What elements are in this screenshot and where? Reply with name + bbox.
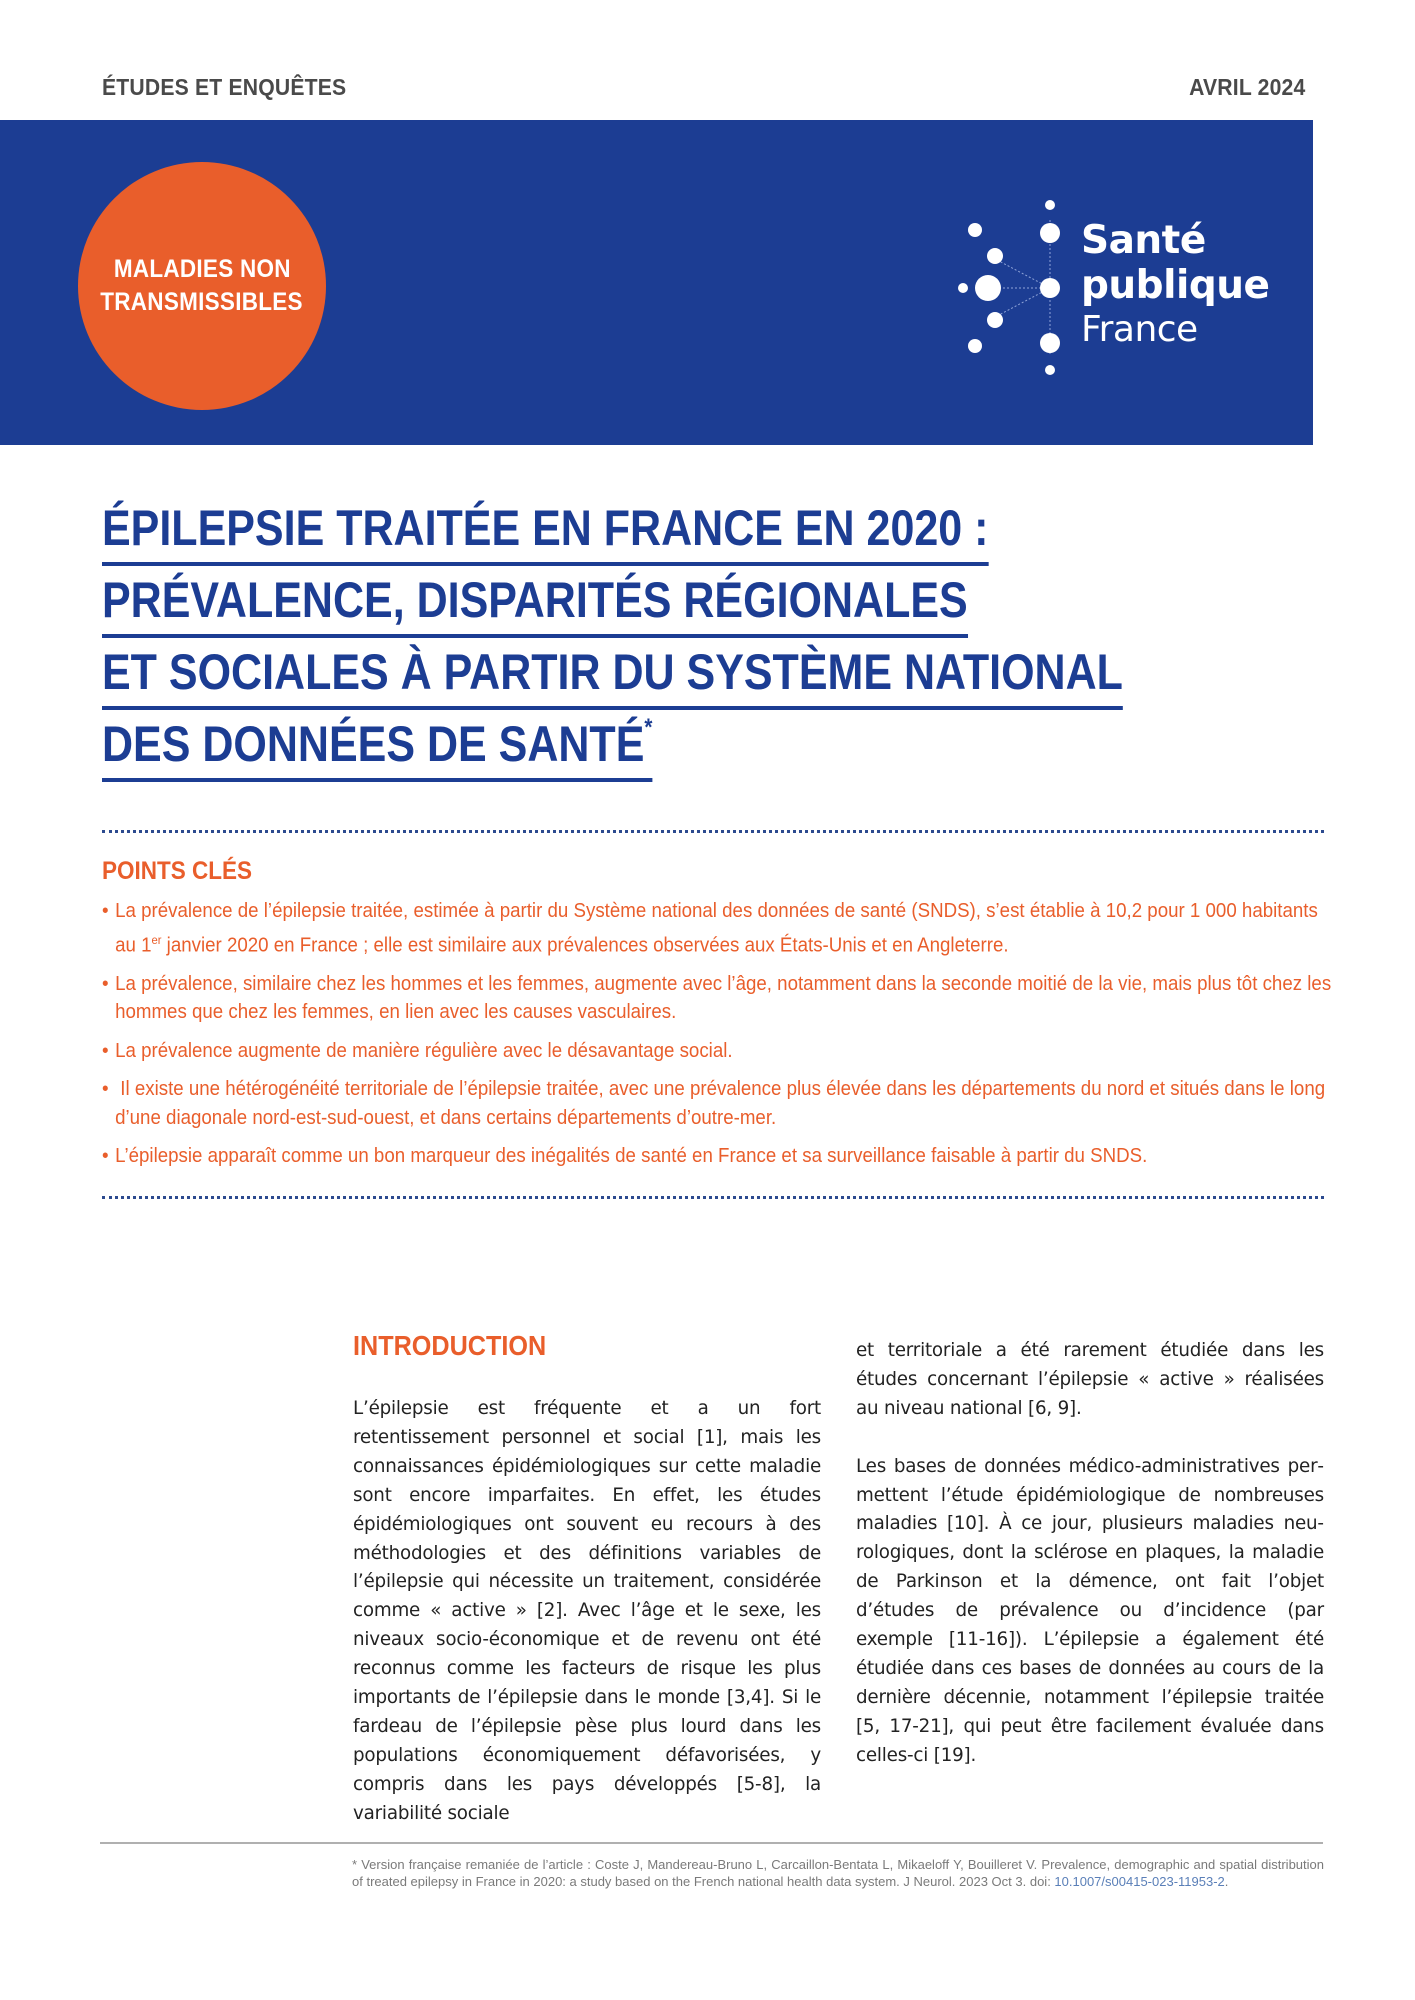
key-points-divider-bottom: [102, 1196, 1324, 1199]
key-point-item: • L’épilepsie apparaît comme un bon marqueur des inégalités de santé en France et sa surveillance faisable à partir du SNDS.: [102, 1142, 1340, 1171]
key-points-divider-top: [102, 830, 1324, 833]
introduction-paragraph: et territoriale a été rarement étudiée dans les études concernant l’épilepsie « active » réalisées au niveau national [6, 9].: [856, 1340, 1324, 1419]
introduction-column-left: [353, 1395, 821, 1829]
doi-link[interactable]: 10.1007/s00415-023-11953-2: [1054, 1874, 1225, 1889]
key-point-item: • Il existe une hétérogénéité territoriale de l’épilepsie traitée, avec une prévalence plus élevée dans les départements du nord et situés dans le long d’une diagonale nord-est-sud-ouest, et dans certains départements d’outre-mer.: [102, 1075, 1340, 1132]
introduction-column-right: [856, 1337, 1324, 1771]
key-point-item: • La prévalence de l’épilepsie traitée, estimée à partir du Système national des données de santé (SNDS), s’est établie à 10,2 pour 1 000 habitants au 1er janvier 2020 en France ; elle est similaire aux prévalences observées aux États-Unis et en Angleterre.: [102, 897, 1340, 960]
series-label: ÉTUDES ET ENQUÊTES: [102, 74, 347, 100]
footnote-divider: [100, 1842, 1323, 1844]
logo-dots-icon: [955, 198, 1080, 378]
introduction-paragraph: Les bases de données médico-administratives permettent l’étude épidémiologique de nombreuses maladies [10]. À ce jour, plusieurs maladies neurologiques, dont la sclérose en plaques, la maladie de Parkinson et la démence, ont fait l’objet d’études de prévalence ou d’incidence (par exemple [11-16]). L’épilepsie a également été étudiée dans ces bases de données au cours de la dernière décennie, notamment l’épilepsie traitée [5, 17-21], qui peut être facilement évaluée dans celles-ci [19].: [856, 1455, 1324, 1766]
title-line-4: DES DONNÉES DE SANTÉ*: [102, 716, 652, 782]
badge-line-2: TRANSMISSIBLES: [100, 288, 304, 316]
title-footnote-marker: *: [644, 714, 653, 741]
title-line-3: ET SOCIALES À PARTIR DU SYSTÈME NATIONAL: [102, 644, 1123, 710]
document-title: [102, 500, 1289, 788]
logo-text-france: France: [1081, 309, 1198, 350]
category-badge: [78, 162, 326, 410]
title-line-2: PRÉVALENCE, DISPARITÉS RÉGIONALES: [102, 572, 968, 638]
key-point-item: • La prévalence augmente de manière régulière avec le désavantage social.: [102, 1037, 1340, 1066]
badge-line-1: MALADIES NON: [113, 255, 291, 283]
logo-text-publique: publique: [1081, 263, 1270, 308]
introduction-paragraph: L’épilepsie est fréquente et a un fort retentissement personnel et social [1], mais les connaissances épidémiologiques sur cette maladie sont encore imparfaites. En effet, les études épidémiologiques ont souvent eu recours à des méthodologies et des définitions variables de l’épilepsie qui nécessite un traitement, considérée comme « active » [2]. Avec l’âge et le sexe, les niveaux socio-économique et de revenu ont été reconnus comme les facteurs de risque les plus importants de l’épilepsie dans le monde [3,4]. Si le fardeau de l’épilepsie pèse plus lourd dans les populations économiquement défavorisées, y compris dans les pays développés [5-8], la variabilité sociale: [353, 1398, 821, 1824]
key-points-list: [102, 897, 1342, 1181]
footnote: * Version française remaniée de l’article : Coste J, Mandereau-Bruno L, Carcaillon-Bentata L, Mikaeloff Y, Bouilleret V. Prevalence, demographic and spatial distribution of treated epilepsy in France in 2020: a study based on the French national health data system. J Neurol. 2023 Oct 3. doi: 10.1007/s00415-023-11953-2.: [352, 1857, 1324, 1889]
sante-publique-france-logo: [955, 198, 1275, 378]
key-point-item: • La prévalence, similaire chez les hommes et les femmes, augmente avec l’âge, notamment dans la seconde moitié de la vie, mais plus tôt chez les hommes que chez les femmes, en lien avec les causes vasculaires.: [102, 970, 1340, 1027]
publication-date: AVRIL 2024: [1188, 74, 1305, 100]
key-points-heading: POINTS CLÉS: [102, 857, 253, 885]
introduction-heading: INTRODUCTION: [353, 1330, 547, 1361]
title-line-1: ÉPILEPSIE TRAITÉE EN FRANCE EN 2020 :: [102, 500, 988, 566]
logo-text-sante: Santé: [1081, 218, 1206, 263]
